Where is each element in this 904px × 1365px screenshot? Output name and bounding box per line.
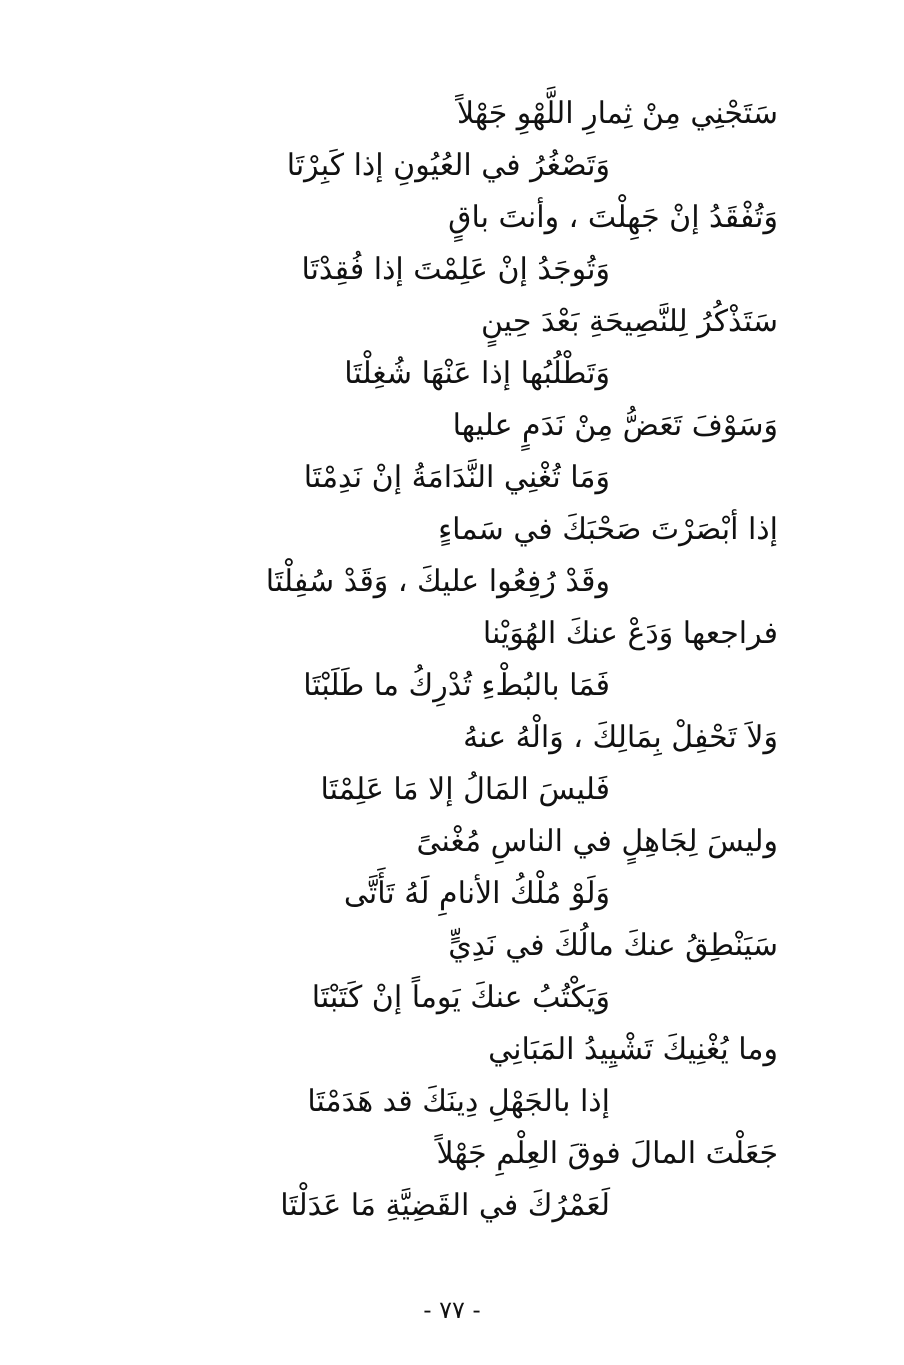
- verse-text: وليسَ لِجَاهِلٍ في الناسِ مُغْنىً: [416, 824, 778, 859]
- verse-text: فَليسَ المَالُ إلا مَا عَلِمْتَا: [320, 772, 610, 807]
- verse-text: لَعَمْرُكَ في القَضِيَّةِ مَا عَدَلْتَا: [280, 1188, 610, 1223]
- verse-line: [0, 816, 904, 868]
- verse-line: [0, 452, 904, 504]
- verse-text: سَتَجْنِي مِنْ ثِمارِ اللَّهْوِ جَهْلاً: [457, 96, 778, 131]
- verse-text: وَيَكْتُبُ عنكَ يَوماً إنْ كَتَبْتَا: [311, 980, 610, 1015]
- verse-line: [0, 88, 904, 140]
- verse-text: فَمَا بالبُطْءِ تُدْرِكُ ما طَلَبْتَا: [303, 668, 610, 703]
- verse-text: وَتَصْغُرُ في العُيُونِ إذا كَبِرْتَا: [286, 148, 610, 183]
- verse-line: [0, 764, 904, 816]
- verse-line: [0, 972, 904, 1024]
- page-number: - ٧٧ -: [423, 1296, 481, 1324]
- verse-line: [0, 296, 904, 348]
- verse-line: [0, 868, 904, 920]
- poem: [0, 88, 904, 1232]
- verse-text: سَتَذْكُرُ لِلنَّصِيحَةِ بَعْدَ حِينٍ: [480, 304, 778, 339]
- verse-line: [0, 140, 904, 192]
- verse-line: [0, 1128, 904, 1180]
- verse-text: إذا بالجَهْلِ دِينَكَ قد هَدَمْتَا: [307, 1084, 610, 1119]
- verse-line: [0, 920, 904, 972]
- verse-text: وَلاَ تَحْفِلْ بِمَالِكَ ، وَالْهُ عنهُ: [463, 720, 778, 755]
- verse-line: [0, 192, 904, 244]
- verse-line: [0, 1076, 904, 1128]
- verse-line: [0, 556, 904, 608]
- verse-text: سَيَنْطِقُ عنكَ مالُكَ في نَدِيٍّ: [448, 928, 778, 963]
- verse-text: جَعَلْتَ المالَ فوقَ العِلْمِ جَهْلاً: [436, 1136, 778, 1171]
- verse-line: [0, 1180, 904, 1232]
- verse-text: وَلَوْ مُلْكُ الأنامِ لَهُ تَأَتَّى: [343, 876, 610, 911]
- verse-text: وَمَا تُغْنِي النَّدَامَةُ إنْ نَدِمْتَا: [303, 460, 610, 495]
- verse-line: [0, 504, 904, 556]
- verse-text: وَتُوجَدُ إنْ عَلِمْتَ إذا فُقِدْتَا: [301, 252, 610, 287]
- verse-line: [0, 400, 904, 452]
- verse-line: [0, 244, 904, 296]
- verse-line: [0, 348, 904, 400]
- verse-text: إذا أبْصَرْتَ صَحْبَكَ في سَماءٍ: [438, 512, 778, 547]
- verse-text: وَسَوْفَ تَعَضُّ مِنْ نَدَمٍ عليها: [452, 408, 778, 443]
- verse-line: [0, 712, 904, 764]
- verse-text: وَتَطْلُبُها إذا عَنْهَا شُغِلْتَا: [344, 356, 610, 391]
- verse-text: فراجعها وَدَعْ عنكَ الهُوَيْنا: [482, 616, 778, 651]
- verse-line: [0, 608, 904, 660]
- verse-line: [0, 660, 904, 712]
- verse-text: وَتُفْقَدُ إنْ جَهِلْتَ ، وأنتَ باقٍ: [448, 200, 778, 235]
- verse-text: وقَدْ رُفِعُوا عليكَ ، وَقَدْ سُفِلْتَا: [265, 564, 610, 599]
- verse-line: [0, 1024, 904, 1076]
- verse-text: وما يُغْنِيكَ تَشْيِيدُ المَبَانِي: [488, 1032, 778, 1067]
